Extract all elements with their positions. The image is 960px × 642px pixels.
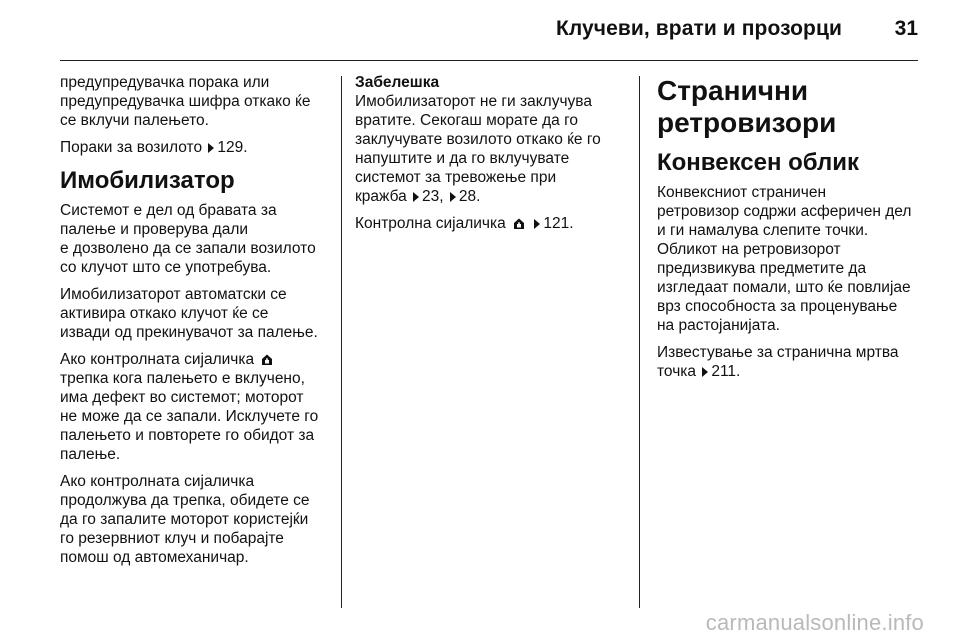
column-divider: [341, 76, 342, 608]
text-line: на растојанијата.: [657, 317, 780, 334]
immobiliser-lock-icon: [512, 217, 526, 230]
text-line: вратите. Секогаш морате да го: [355, 112, 579, 129]
page-reference: 23,: [422, 188, 444, 205]
paragraph-system-description: [60, 201, 332, 277]
paragraph-blind-spot-ref: [657, 343, 923, 381]
heading-line: ретровизори: [657, 107, 837, 138]
section-heading-immobiliser: Имобилизатор: [60, 167, 235, 194]
text-line: и ги намалува слепите точки.: [657, 222, 869, 239]
paragraph-convex-mirror: [657, 183, 923, 335]
section-heading-convex-shape: Конвексен облик: [657, 149, 860, 176]
text-line: [657, 362, 923, 381]
paragraph-control-light-flashing: [60, 350, 332, 464]
page-number: 31: [894, 17, 918, 40]
page-reference: 129.: [217, 139, 248, 156]
text-line: Конвексниот страничен: [657, 184, 827, 201]
text-line: Имобилизаторот автоматски се: [60, 286, 287, 303]
text-fragment: точка: [657, 363, 697, 380]
text-line: Известување за странична мртва: [657, 344, 899, 361]
text-fragment: кражба: [355, 188, 407, 205]
text-line: извади од прекинувачот за палење.: [60, 324, 318, 341]
chapter-heading-side-mirrors: [657, 75, 923, 139]
text-line: системот за тревожење при: [355, 169, 557, 186]
paragraph-vehicle-messages-ref: [60, 138, 332, 157]
text-line: напуштите и да го вклучувате: [355, 150, 570, 167]
text-line: Имобилизаторот не ги заклучува: [355, 93, 592, 110]
text-line: Системот е дел од бравата за: [60, 202, 277, 219]
text-line: [60, 350, 332, 369]
text-line: Ако контролната сијаличка: [60, 473, 255, 490]
text-line: предизвикува предметите да: [657, 260, 867, 277]
paragraph-warning-message: [60, 73, 332, 130]
page-reference: 211.: [711, 363, 741, 380]
text-line: е дозволено да се запали возилото: [60, 240, 316, 257]
text-line: да го запалите моторот користејќи: [60, 511, 309, 528]
text-line: предупредувачка порака или: [60, 74, 270, 91]
text-line: изгледаат помали, што ќе повлијае: [657, 279, 911, 296]
reference-arrow-icon: [413, 192, 419, 202]
paragraph-automatic-activation: [60, 285, 332, 342]
text-line: помош од автомеханичар.: [60, 549, 249, 566]
paragraph-control-light-ref: [355, 214, 630, 233]
reference-arrow-icon: [702, 367, 708, 377]
text-line: палење.: [60, 446, 121, 463]
reference-arrow-icon: [208, 143, 214, 153]
reference-arrow-icon: [534, 219, 540, 229]
text-line: врз способноста за проценување: [657, 298, 898, 315]
text-line: активира откако клучот ќе се: [60, 305, 269, 322]
text-line: Обликот на ретровизорот: [657, 241, 841, 258]
text-line: заклучувате возилото откако ќе го: [355, 131, 601, 148]
page-reference: 28.: [458, 188, 481, 205]
note-block: [355, 73, 630, 206]
page-header-title: Клучеви, врати и прозорци: [555, 17, 842, 40]
reference-arrow-icon: [450, 192, 456, 202]
heading-line: Странични: [657, 75, 809, 106]
column-divider: [639, 76, 640, 608]
text-line: [355, 187, 630, 206]
column-right: [657, 73, 923, 389]
column-middle: [355, 73, 630, 241]
paragraph-spare-key: [60, 472, 332, 567]
text-line: трепка кога палењето е вклучено,: [60, 370, 305, 387]
immobiliser-lock-icon: [260, 353, 274, 366]
watermark-text: carmanualsonline.info: [705, 610, 924, 635]
text-line: Пораки за возилото: [60, 139, 203, 156]
text-line: предупредувачка шифра откако ќе: [60, 93, 311, 110]
text-fragment: Ако контролната сијаличка: [60, 351, 255, 368]
text-line: има дефект во системот; моторот: [60, 389, 304, 406]
text-line: ретровизор содржи асферичен дел: [657, 203, 912, 220]
column-left: [60, 73, 332, 575]
text-line: палење и проверува дали: [60, 221, 249, 238]
page-reference: 121.: [543, 215, 574, 232]
text-line: продолжува да трепка, обидете се: [60, 492, 310, 509]
header-rule: [60, 60, 918, 61]
text-line: го резервниот клуч и побарајте: [60, 530, 284, 547]
text-fragment: Контролна сијаличка: [355, 215, 506, 232]
note-title: Забелешка: [355, 74, 440, 91]
text-line: се вклучи палењето.: [60, 112, 209, 129]
text-line: палењето и повторете го обидот за: [60, 427, 315, 444]
text-line: со клучот што се употребува.: [60, 259, 272, 276]
text-line: не може да се запали. Исклучете го: [60, 408, 319, 425]
